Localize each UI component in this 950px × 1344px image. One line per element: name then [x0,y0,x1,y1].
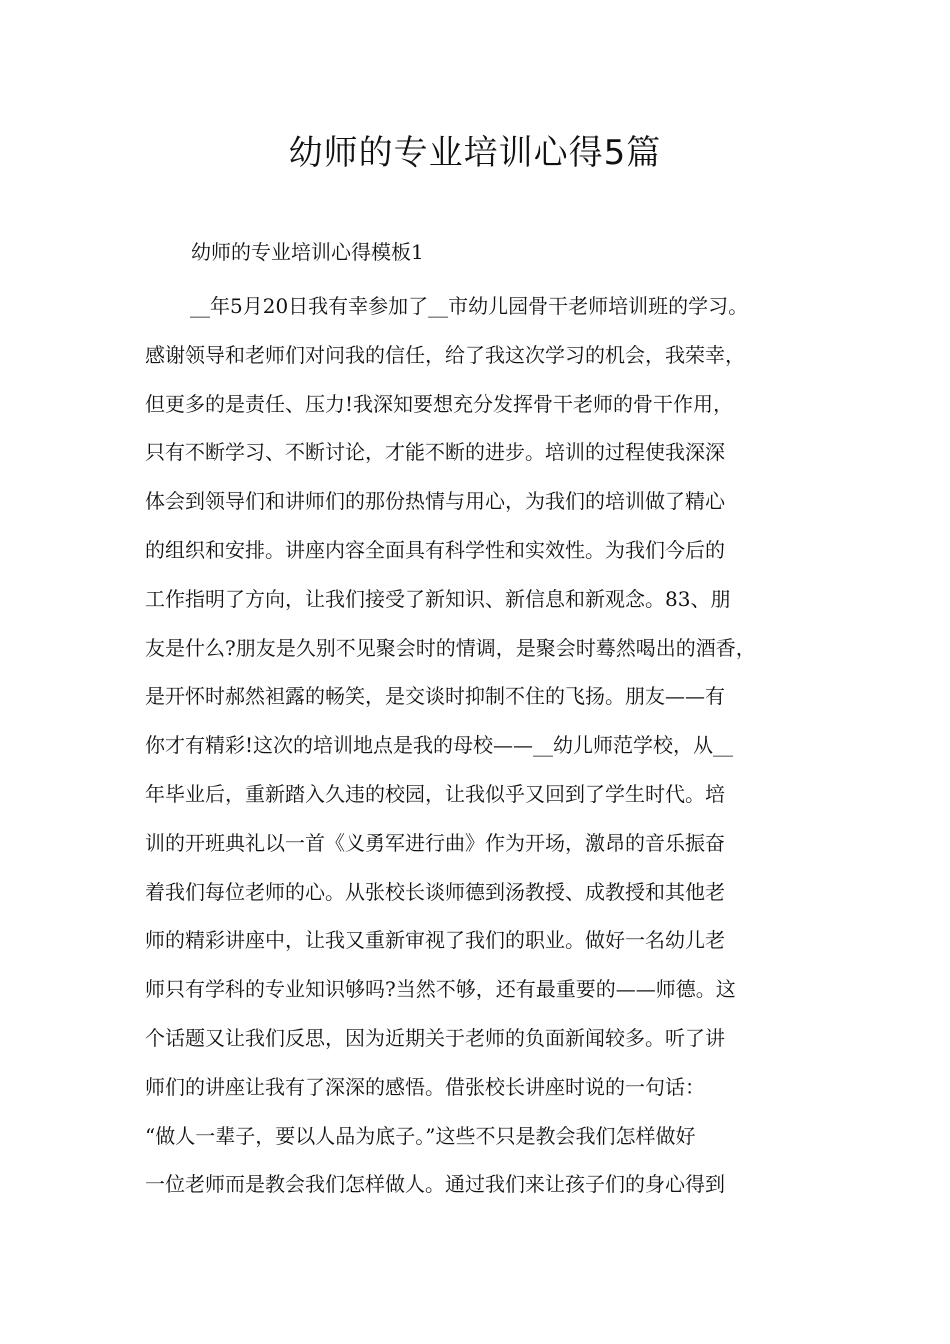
paragraph-line: 年毕业后，重新踏入久违的校园，让我似乎又回到了学生时代。培 [145,781,725,806]
paragraph-line: 师只有学科的专业知识够吗?当然不够，还有最重要的——师德。这 [145,977,736,1002]
paragraph-line: 工作指明了方向，让我们接受了新知识、新信息和新观念。83、朋 [145,586,731,611]
paragraph-line: __年5月20日我有幸参加了__市幼儿园骨干老师培训班的学习。 [190,294,749,318]
paragraph-line: 的组织和安排。讲座内容全面具有科学性和实效性。为我们今后的 [145,537,725,562]
paragraph-line: “做人一辈子，要以人品为底子。”这些不只是教会我们怎样做好 [145,1123,696,1148]
paragraph-line: 师们的讲座让我有了深深的感悟。借张校长讲座时说的一句话： [145,1074,705,1099]
paragraph-line: 只有不断学习、不断讨论，才能不断的进步。培训的过程使我深深 [145,440,725,465]
paragraph-line: 一位老师而是教会我们怎样做人。通过我们来让孩子们的身心得到 [145,1172,725,1197]
paragraph-line: 是开怀时郝然袒露的畅笑，是交谈时抑制不住的飞扬。朋友——有 [145,684,725,709]
paragraph-line: 个话题又让我们反思，因为近期关于老师的负面新闻较多。听了讲 [145,1025,725,1050]
document-title: 幼师的专业培训心得5篇 [288,133,662,173]
paragraph-line: 友是什么?朋友是久别不见聚会时的情调，是聚会时蓦然喝出的酒香， [145,635,756,660]
paragraph-line: 师的精彩讲座中，让我又重新审视了我们的职业。做好一名幼儿老 [145,928,725,953]
section-heading: 幼师的专业培训心得模板1 [191,240,424,264]
paragraph-line: 感谢领导和老师们对问我的信任，给了我这次学习的机会，我荣幸， [145,342,745,367]
paragraph-line: 体会到领导们和讲师们的那份热情与用心，为我们的培训做了精心 [145,489,725,514]
body-paragraph [145,282,825,1209]
paragraph-line: 训的开班典礼以一首《义勇军进行曲》作为开场，激昂的音乐振奋 [145,830,725,855]
paragraph-line: 但更多的是责任、压力!我深知要想充分发挥骨干老师的骨干作用， [145,391,734,416]
paragraph-line: 你才有精彩!这次的培训地点是我的母校——__幼儿师范学校，从__ [145,733,734,758]
paragraph-line: 着我们每位老师的心。从张校长谈师德到汤教授、成教授和其他老 [145,879,725,904]
